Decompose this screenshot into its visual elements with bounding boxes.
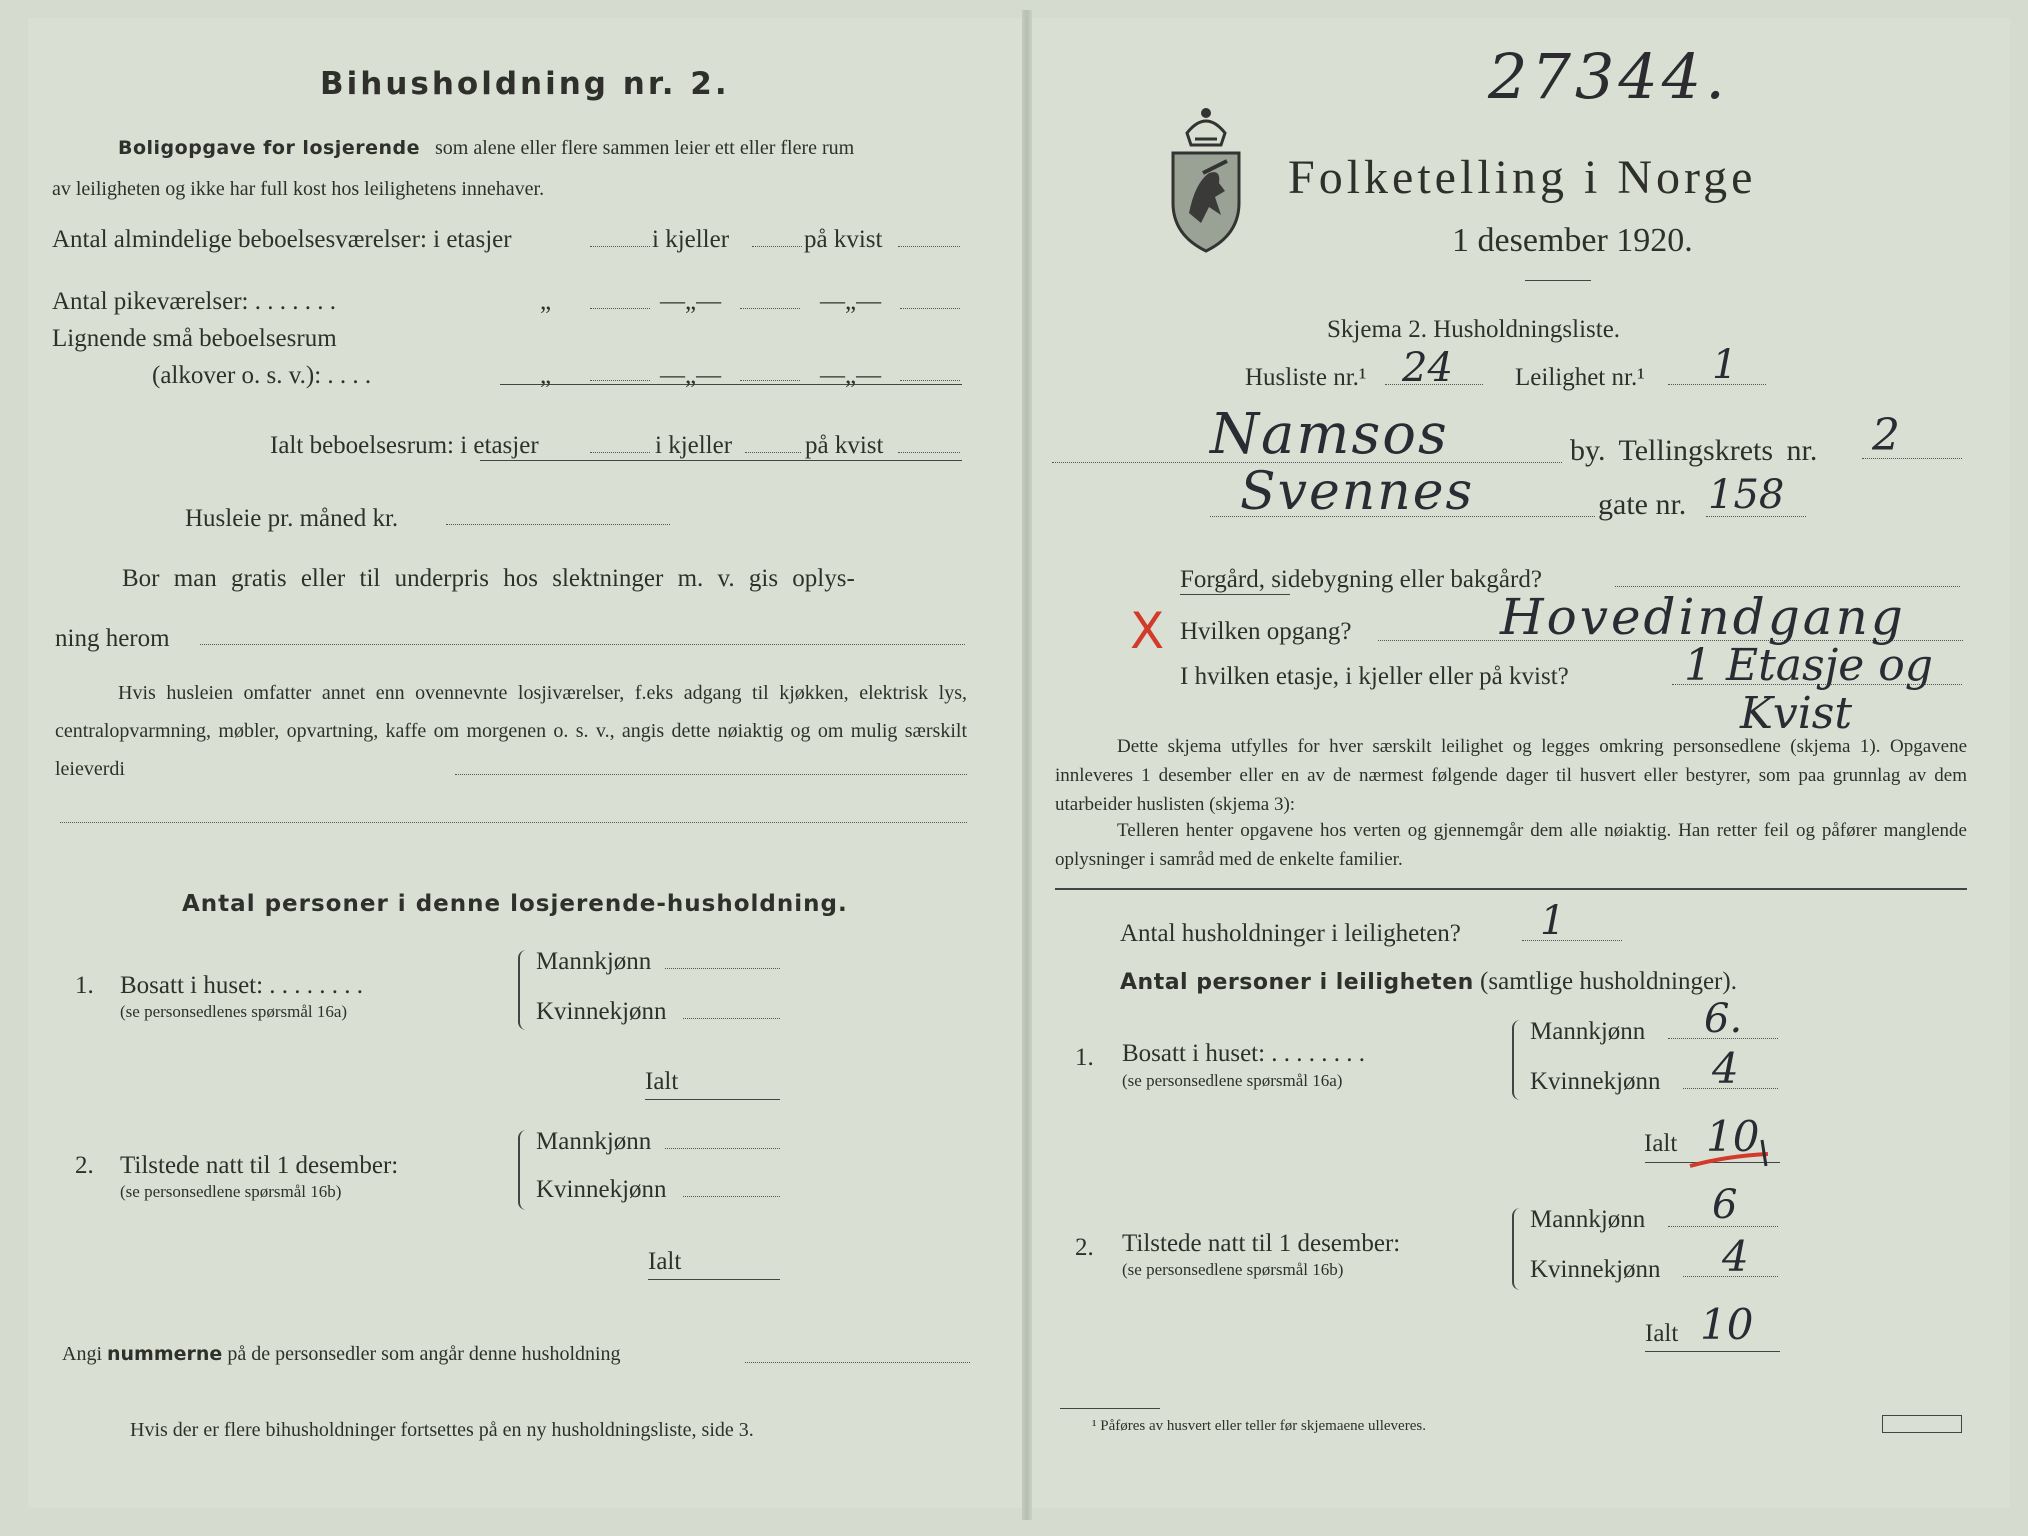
left-q1-brace xyxy=(518,950,530,1030)
skjema-label: Skjema 2. Husholdningsliste. xyxy=(1327,316,1621,343)
etasje-label: I hvilken etasje, i kjeller eller på kvist? xyxy=(1180,663,1569,690)
left-persons-heading: Antal personer i denne losjerende-husholdning. xyxy=(182,891,848,917)
right-q2-sub: (se personsedlene spørsmål 16b) xyxy=(1122,1260,1344,1279)
rooms-kjeller-label: i kjeller xyxy=(652,226,730,253)
lignende-ditto-1: „ xyxy=(540,362,552,389)
left-q1-mann-field[interactable] xyxy=(665,968,780,969)
right-q1-label: Bosatt i huset: . . . . . . . . xyxy=(1122,1040,1366,1067)
right-q2-ialt-field[interactable] xyxy=(1645,1351,1780,1352)
right-q2-ialt-label: Ialt xyxy=(1645,1320,1679,1347)
opgang-value: Hovedindgang xyxy=(1500,588,1906,646)
norway-coat-of-arms-icon xyxy=(1165,103,1247,253)
ialt-underline xyxy=(480,460,962,461)
rooms-kvist-label: på kvist xyxy=(804,226,883,253)
forgard-field[interactable] xyxy=(1615,586,1960,587)
archive-number: 27344. xyxy=(1488,40,1729,113)
right-q2-ialt-value: 10 xyxy=(1700,1300,1754,1349)
opgang-label: Hvilken opgang? xyxy=(1180,618,1352,645)
page-fold xyxy=(1022,10,1032,1520)
gate-label: gate nr. xyxy=(1598,488,1687,521)
angi-bold: nummerne xyxy=(107,1343,223,1365)
krets-value: 2 xyxy=(1872,410,1900,461)
left-q1-sub: (se personsedlenes spørsmål 16a) xyxy=(120,1002,348,1021)
lignende-ditto-3: —„— xyxy=(820,362,882,389)
pike-ditto-2: —„— xyxy=(660,288,722,315)
right-q1-brace xyxy=(1512,1020,1524,1100)
gratis-field[interactable] xyxy=(200,644,965,645)
right-q1-kvinne-label: Kvinnekjønn xyxy=(1530,1068,1661,1095)
angi-field[interactable] xyxy=(745,1362,970,1363)
right-q1-ialt-label: Ialt xyxy=(1644,1130,1678,1157)
right-persons-bold: Antal personer i leiligheten xyxy=(1120,970,1474,995)
hush-value: 1 xyxy=(1540,898,1566,944)
left-q1-mann-label: Mannkjønn xyxy=(536,948,652,975)
hvis-paragraph: Hvis husleien omfatter annet enn ovennevnte losjiværelser, f.eks adgang til kjøkken, elektrisk lys, centralopvarmning, møbler, opvartning, kaffe om morgenen o. s. v., angis dette nøiaktig og om mulig særskilt leieverdi xyxy=(55,682,967,780)
ialt-rooms-label: Ialt beboelsesrum: i etasjer xyxy=(270,432,539,459)
ialt-kjeller-field[interactable] xyxy=(745,452,801,453)
by-value: Namsos xyxy=(1210,402,1449,467)
right-persons-line xyxy=(1120,968,1737,996)
right-q1-mann-value: 6. xyxy=(1704,996,1743,1042)
right-q1-num: 1. xyxy=(1075,1044,1094,1071)
left-q1-ialt-field[interactable] xyxy=(645,1099,780,1100)
right-q2-kvinne-label: Kvinnekjønn xyxy=(1530,1256,1661,1283)
gate-nr-value: 158 xyxy=(1708,472,1785,518)
angi-line xyxy=(62,1343,621,1366)
right-q2-num: 2. xyxy=(1075,1234,1094,1261)
husliste-label: Husliste nr.¹ xyxy=(1245,364,1367,391)
left-q2-kvinne-field[interactable] xyxy=(683,1196,780,1197)
hvis-field[interactable] xyxy=(455,774,967,775)
pike-label: Antal pikeværelser: . . . . . . . xyxy=(52,288,336,315)
instruction-divider xyxy=(1055,888,1967,890)
right-q1-mann-label: Mannkjønn xyxy=(1530,1018,1646,1045)
lignende-kvist-field[interactable] xyxy=(900,380,960,381)
gratis-line-1: Bor man gratis eller til underpris hos slektninger m. v. gis oplys- xyxy=(122,565,855,592)
rooms-etasjer-field[interactable] xyxy=(590,246,650,247)
left-q2-mann-label: Mannkjønn xyxy=(536,1128,652,1155)
left-q1-label: Bosatt i huset: . . . . . . . . xyxy=(120,972,364,999)
lignende-underline xyxy=(500,384,962,385)
red-x-mark: X xyxy=(1130,602,1165,660)
instruction-paragraph-1: Dette skjema utfylles for hver særskilt leilighet og legges omkring personsedlene (skjema 1). Opgavene innleveres 1 desember eller en av de nærmest følgende dager til husvert eller bestyrer, som paa grunnlag av dem utarbeider huslisten (skjema 3): xyxy=(1055,736,1967,815)
right-q2-label: Tilstede natt til 1 desember: xyxy=(1122,1230,1401,1257)
ialt-kjeller-label: i kjeller xyxy=(655,432,733,459)
right-q1-sub: (se personsedlene spørsmål 16a) xyxy=(1122,1071,1343,1090)
left-q1-kvinne-label: Kvinnekjønn xyxy=(536,998,667,1025)
gratis-line-2: ning herom xyxy=(55,625,170,652)
ialt-kvist-field[interactable] xyxy=(898,452,960,453)
lignende-ditto-2: —„— xyxy=(660,362,722,389)
right-persons-rest: (samtlige husholdninger). xyxy=(1480,968,1737,995)
left-footer: Hvis der er flere bihusholdninger fortsettes på en ny husholdningsliste, side 3. xyxy=(130,1419,754,1441)
angi-word: Angi xyxy=(62,1343,102,1365)
left-q2-kvinne-label: Kvinnekjønn xyxy=(536,1176,667,1203)
intro-line-2: av leiligheten og ikke har full kost hos leilighetens innehaver. xyxy=(52,178,545,200)
left-q2-sub: (se personsedlene spørsmål 16b) xyxy=(120,1182,342,1201)
pike-kjeller-field[interactable] xyxy=(740,308,800,309)
by-label: by. Tellingskrets nr. xyxy=(1570,434,1818,467)
right-q2-kvinne-value: 4 xyxy=(1722,1232,1749,1281)
etasje-value-1: 1 Etasje og xyxy=(1684,640,1933,691)
husliste-value: 24 xyxy=(1402,345,1453,391)
footnote-rule xyxy=(1060,1408,1160,1409)
instruction-paragraph-2: Telleren henter opgavene hos verten og gjennemgår dem alle nøiaktig. Han retter feil og påfører manglende oplysninger i samråd med de enkelte familier. xyxy=(1055,820,1967,870)
intro-rest: som alene eller flere sammen leier ett eller flere rum xyxy=(434,137,855,159)
hvis-field-2[interactable] xyxy=(60,822,967,823)
ialt-etasjer-field[interactable] xyxy=(590,452,650,453)
left-q1-ialt-label: Ialt xyxy=(645,1068,679,1095)
lignende-kjeller-field[interactable] xyxy=(740,380,800,381)
ialt-kvist-label: på kvist xyxy=(805,432,884,459)
left-q2-num: 2. xyxy=(75,1152,94,1179)
left-title: Bihusholdning nr. 2. xyxy=(320,66,730,102)
right-q2-brace xyxy=(1512,1208,1524,1290)
lignende-label-1: Lignende små beboelsesrum xyxy=(52,325,337,352)
left-q2-label: Tilstede natt til 1 desember: xyxy=(120,1152,399,1179)
pike-ditto-3: —„— xyxy=(820,288,882,315)
husleie-label: Husleie pr. måned kr. xyxy=(185,505,399,532)
intro-bold: Boligopgave for losjerende xyxy=(118,137,420,159)
red-check-mark-icon xyxy=(1686,1132,1786,1172)
left-q2-brace xyxy=(518,1130,530,1210)
hush-label: Antal husholdninger i leiligheten? xyxy=(1120,920,1461,947)
right-title: Folketelling i Norge xyxy=(1288,151,1757,204)
rooms-kjeller-field[interactable] xyxy=(752,246,802,247)
pike-etasjer-field[interactable] xyxy=(590,308,650,309)
gate-value: Svennes xyxy=(1240,462,1475,522)
printer-stamp xyxy=(1882,1415,1962,1433)
left-q2-ialt-label: Ialt xyxy=(648,1248,682,1275)
intro-line-1 xyxy=(118,137,854,160)
right-date: 1 desember 1920. xyxy=(1452,222,1693,259)
left-q2-mann-field[interactable] xyxy=(665,1148,780,1149)
title-divider xyxy=(1525,280,1591,281)
right-q2-mann-label: Mannkjønn xyxy=(1530,1206,1646,1233)
right-q1-kvinne-value: 4 xyxy=(1712,1044,1739,1093)
footnote: ¹ Påføres av husvert eller teller før skjemaene ulleveres. xyxy=(1092,1418,1426,1434)
left-q2-ialt-field[interactable] xyxy=(648,1279,780,1280)
rooms-kvist-field[interactable] xyxy=(898,246,960,247)
lignende-etasjer-field[interactable] xyxy=(590,380,650,381)
forgard-label: Forgård, sidebygning eller bakgård? xyxy=(1180,566,1542,593)
hush-field[interactable] xyxy=(1522,940,1622,941)
left-q1-kvinne-field[interactable] xyxy=(683,1018,780,1019)
leilighet-label: Leilighet nr.¹ xyxy=(1515,364,1645,391)
right-q1-ialt-value: 10 xyxy=(1706,1112,1760,1161)
angi-rest: på de personsedler som angår denne husholdning xyxy=(227,1343,621,1365)
etasje-value-2: Kvist xyxy=(1740,688,1853,739)
pike-ditto-1: „ xyxy=(540,288,552,315)
forgard-underline xyxy=(1180,594,1290,595)
leilighet-value: 1 xyxy=(1712,342,1738,388)
pike-kvist-field[interactable] xyxy=(900,308,960,309)
rooms-label: Antal almindelige beboelsesværelser: i etasjer xyxy=(52,226,512,253)
left-q1-num: 1. xyxy=(75,972,94,999)
lignende-label-2: (alkover o. s. v.): . . . . xyxy=(152,362,372,389)
right-q2-mann-value: 6 xyxy=(1712,1182,1738,1228)
husleie-field[interactable] xyxy=(446,524,670,525)
